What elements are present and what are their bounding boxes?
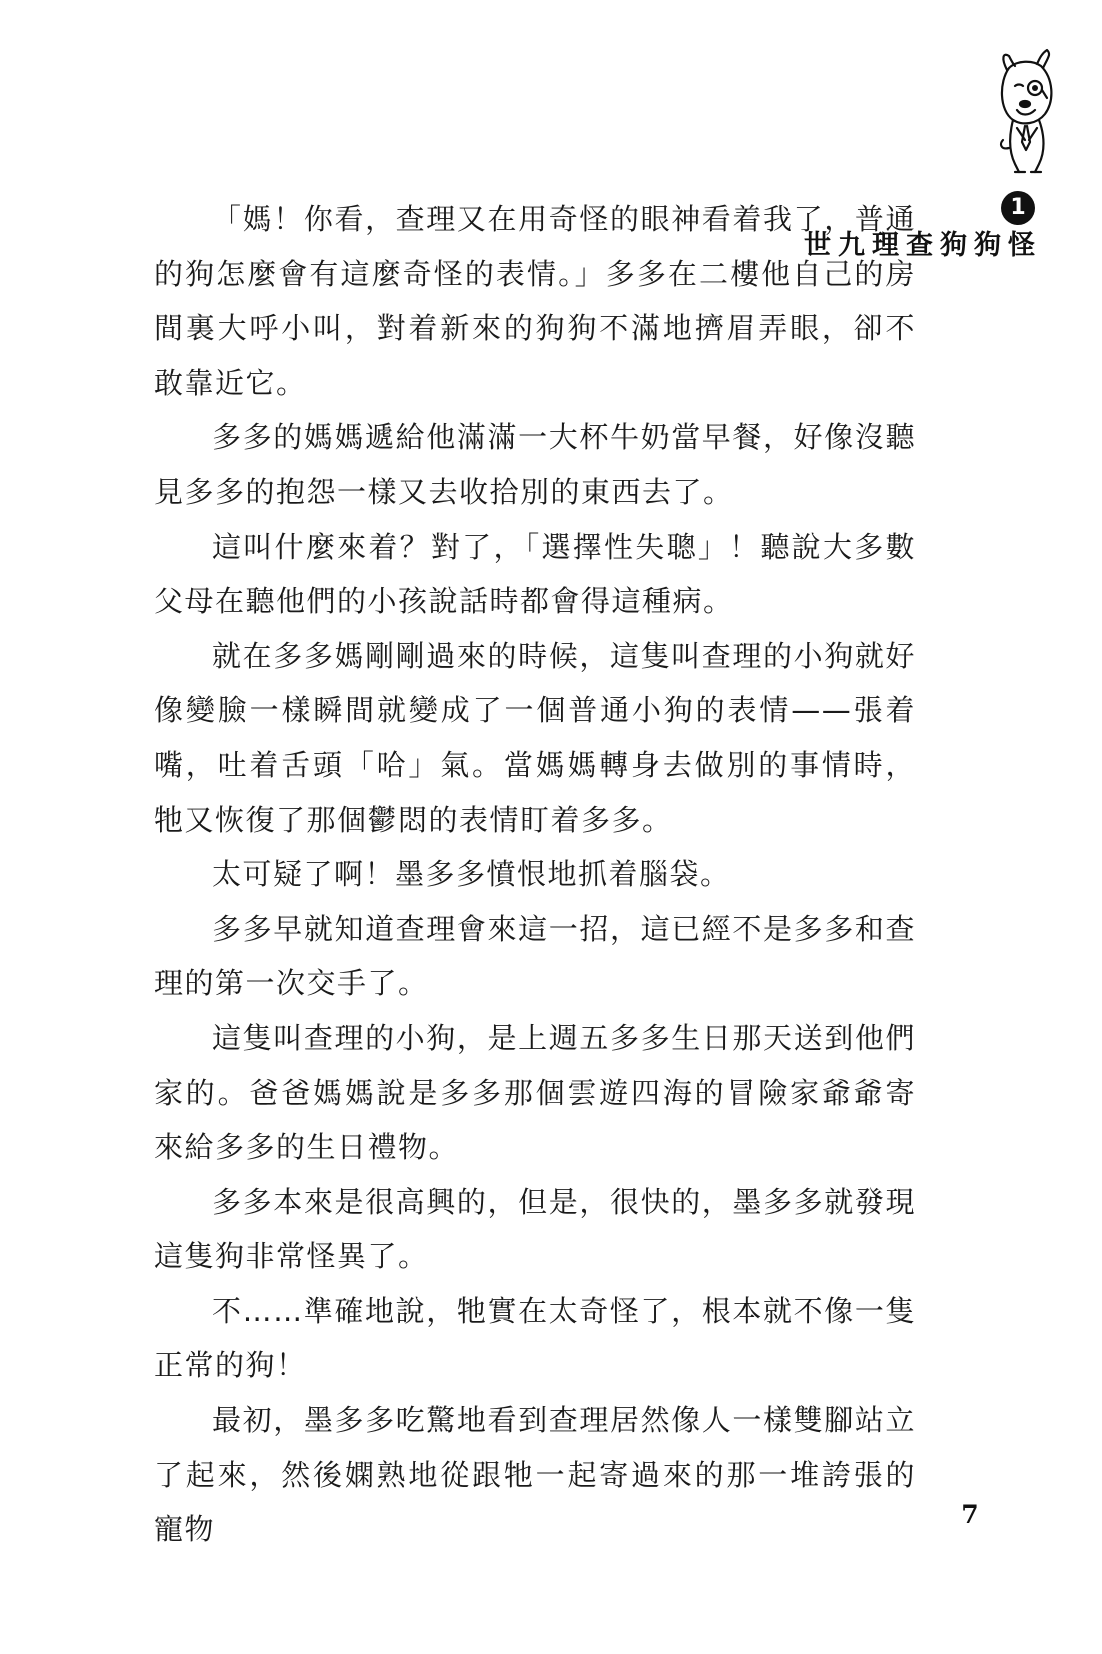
cartoon-dog-icon: [995, 48, 1057, 178]
book-title: 怪狗狗查理九世: [799, 230, 1034, 257]
paragraph: 這隻叫查理的小狗，是上週五多多生日那天送到他們家的。爸爸媽媽說是多多那個雲遊四海的冒險家爺爺寄來給多多的生日禮物。: [154, 1020, 916, 1165]
paragraph: 這叫什麼來着？對了，「選擇性失聰」！聽說大多數父母在聽他們的小孩說話時都會得這種病。: [154, 529, 916, 619]
paragraph: 多多早就知道查理會來這一招，這已經不是多多和查理的第一次交手了。: [154, 911, 916, 1001]
paragraph: 不……準確地說，牠實在太奇怪了，根本就不像一隻正常的狗！: [154, 1293, 916, 1383]
paragraph: 最初，墨多多吃驚地看到查理居然像人一樣雙腳站立了起來，然後嫻熟地從跟牠一起寄過來的那一堆誇張的寵物: [154, 1403, 916, 1547]
paragraph: 就在多多媽剛剛過來的時候，這隻叫查理的小狗就好像變臉一樣瞬間就變成了一個普通小狗的表情——張着嘴，吐着舌頭「哈」氣。當媽媽轉身去做別的事情時，牠又恢復了那個鬱悶的表情盯着多多。: [154, 638, 916, 837]
paragraph: 「媽！你看，查理又在用奇怪的眼神看着我了，普通的狗怎麼會有這麼奇怪的表情。」多多在二樓他自己的房間裏大呼小叫，對着新來的狗狗不滿地擠眉弄眼，卻不敢靠近它。: [154, 202, 916, 400]
paragraph: 多多的媽媽遞給他滿滿一大杯牛奶當早餐，好像沒聽見多多的抱怨一樣又去收拾別的東西去了。: [154, 420, 916, 509]
body-text: [154, 192, 916, 1557]
paragraph: 多多本來是很高興的，但是，很快的，墨多多就發現這隻狗非常怪異了。: [154, 1184, 916, 1274]
chapter-number-badge: 1: [1001, 191, 1035, 225]
page-number: 7: [961, 1500, 979, 1529]
paragraph: 太可疑了啊！墨多多憤恨地抓着腦袋。: [212, 857, 731, 892]
